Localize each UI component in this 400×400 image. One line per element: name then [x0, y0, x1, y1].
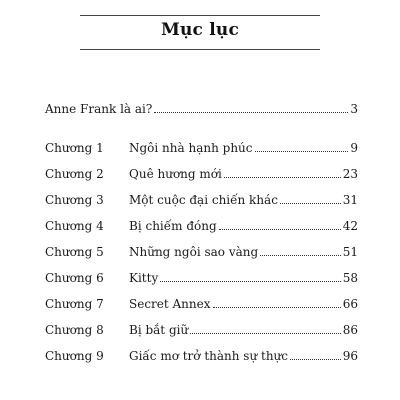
toc-entry-chapter-6[interactable]: [45, 259, 358, 285]
title-bottom-rule: [80, 49, 320, 50]
toc-leader-dots: [224, 177, 341, 178]
toc-entry-name: Kitty: [129, 271, 159, 285]
toc-entry-page: 66: [342, 297, 358, 311]
toc-leader-dots: [190, 333, 341, 334]
toc-chapter-label: Chương 5: [45, 245, 104, 259]
toc-entry-page: 42: [342, 219, 358, 233]
toc-entry-page: 58: [342, 271, 358, 285]
toc-entry-name: Secret Annex: [129, 297, 211, 311]
toc-chapter-label: Chương 8: [45, 323, 104, 337]
toc-entry-name: Ngôi nhà hạnh phúc: [129, 141, 253, 155]
toc-entry-chapter-4[interactable]: [45, 207, 358, 233]
toc-entry-page: 9: [350, 141, 358, 155]
toc-chapter-label: Chương 9: [45, 349, 104, 363]
toc-entry-name: Anne Frank là ai?: [45, 102, 153, 116]
toc-entry-chapter-3[interactable]: [45, 181, 358, 207]
toc-entry-page: 96: [342, 349, 358, 363]
toc-leader-dots: [160, 281, 340, 282]
toc-entry-page: 3: [350, 102, 358, 116]
toc-entry-chapter-8[interactable]: [45, 311, 358, 337]
toc-chapter-label: Chương 3: [45, 193, 104, 207]
toc-leader-dots: [290, 359, 341, 360]
toc-entry-chapter-9[interactable]: [45, 337, 358, 363]
toc-entry-chapter-2[interactable]: [45, 155, 358, 181]
toc-leader-dots: [260, 255, 341, 256]
toc-leader-dots: [280, 203, 341, 204]
toc-entry-name: Bị chiếm đóng: [129, 219, 217, 233]
toc-entry-chapter-1[interactable]: [45, 129, 358, 155]
toc-chapter-label: Chương 1: [45, 141, 104, 155]
toc-chapter-label: Chương 6: [45, 271, 104, 285]
toc-entry-name: Quê hương mới: [129, 167, 222, 181]
toc-entry-name: Một cuộc đại chiến khác: [129, 193, 278, 207]
toc-entry-chapter-5[interactable]: [45, 233, 358, 259]
toc-leader-dots: [219, 229, 341, 230]
toc-entry-page: 86: [342, 323, 358, 337]
toc-entry-page: 31: [342, 193, 358, 207]
title-top-rule: [80, 15, 320, 16]
toc-entry-page: 51: [342, 245, 358, 259]
toc-leader-dots: [255, 151, 349, 152]
toc-entry-name: Bị bắt giữ: [129, 323, 189, 337]
toc-leader-dots: [154, 112, 348, 113]
toc-leader-dots: [213, 307, 341, 308]
toc-entry-intro[interactable]: [45, 102, 358, 116]
toc-chapter-label: Chương 7: [45, 297, 104, 311]
table-of-contents: [45, 102, 358, 363]
toc-entry-page: 23: [342, 167, 358, 181]
toc-chapter-label: Chương 2: [45, 167, 104, 181]
toc-entry-name: Những ngôi sao vàng: [129, 245, 259, 259]
toc-chapter-label: Chương 4: [45, 219, 104, 233]
page-title: Mục lục: [160, 20, 240, 40]
toc-entry-chapter-7[interactable]: [45, 285, 358, 311]
toc-entry-name: Giấc mơ trở thành sự thực: [129, 349, 289, 363]
